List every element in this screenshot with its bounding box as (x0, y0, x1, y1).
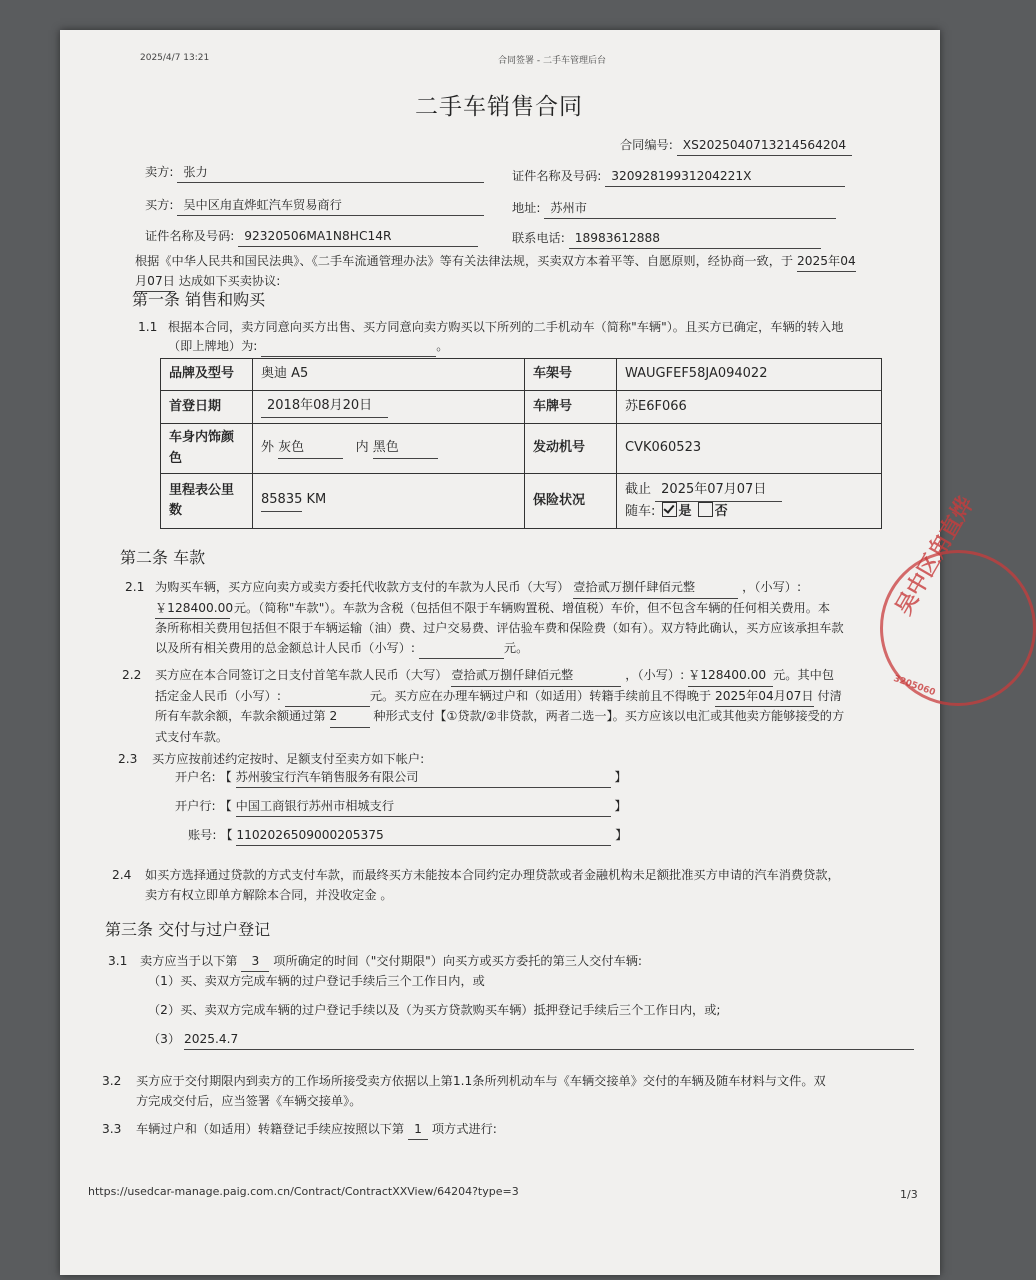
registration-place-blank (261, 337, 436, 357)
clause-3-3-text-a: 车辆过户和（如适用）转籍登记手续应按照以下第 (136, 1122, 405, 1136)
account-name-row (175, 768, 627, 788)
vin-label: 车架号 (525, 359, 617, 391)
clause-2-1-text-a: 为购买车辆，买方应向卖方或卖方委托代收款方支付的车款为人民币（大写） (155, 580, 570, 594)
intro-date-a: 2025年04 (797, 252, 856, 272)
delivery-option: 3 (241, 952, 269, 972)
delivery-option-3-row (148, 1030, 914, 1050)
first-payment-amount: ￥128400.00 (688, 666, 773, 687)
address-label: 地址: (512, 201, 541, 215)
mileage-value: 85835 (261, 490, 302, 511)
clause-3-3-text-b: 项方式进行: (431, 1122, 497, 1136)
insurance-cell (617, 474, 882, 529)
buyer-name: 吴中区甪直烨虹汽车贸易商行 (177, 196, 484, 216)
clause-2-2 (155, 666, 905, 747)
clause-2-2-number: 2.2 (122, 668, 142, 682)
plate-value: 苏E6F066 (617, 391, 882, 424)
vin-value: WAUGFEF58JA094022 (617, 359, 882, 391)
account-number-row (188, 826, 627, 846)
plate-label: 车牌号 (525, 391, 617, 424)
clause-2-2-text-b3: 付清 (817, 688, 842, 703)
clause-2-1 (155, 578, 895, 659)
transfer-option: 1 (408, 1120, 428, 1140)
first-registration-label: 首登日期 (161, 391, 253, 424)
phone-label: 联系电话: (512, 231, 565, 245)
insurance-date: 2025年07月07日 (655, 480, 782, 501)
payoff-date: 2025年04月07日 (715, 687, 814, 708)
article-3-title: 第三条 交付与过户登记 (105, 920, 271, 939)
clause-2-3-text: 买方应按前述约定按时、足额支付至卖方如下帐户: (152, 752, 425, 766)
vehicle-info-table (160, 358, 882, 529)
clause-1-1-text-1: 根据本合同，卖方同意向买方出售、买方同意向卖方购买以下所列的二手机动车（简称"车辆"）。且买方已确定，车辆的转入地 (168, 320, 844, 334)
bank-row (175, 797, 627, 817)
account-number-label: 账号: (188, 828, 217, 842)
bracket-left: 【 (219, 770, 232, 784)
clause-3-3 (136, 1120, 497, 1140)
total-amount-blank (419, 639, 504, 660)
checkbox-no[interactable] (698, 502, 713, 517)
buyer-id-row (145, 227, 478, 247)
clause-3-2-text-a: 买方应于交付期限内到卖方的工作场所接受卖方依据以上第1.1条所列机动车与《车辆交接单》交付的车辆及随车材料与文件。双 (136, 1074, 826, 1088)
engine-value: CVK060523 (617, 424, 882, 474)
clause-3-1-text-b: 项所确定的时间（"交付期限"）向买方或买方委托的第三人交付车辆: (273, 954, 643, 968)
clause-1-1 (168, 318, 888, 357)
clause-2-2-text-a: 买方应在本合同签订之日支付首笔车款人民币（大写） (155, 668, 448, 682)
clause-2-2-text-c: 所有车款余额，车款余额通过第 (155, 709, 326, 724)
delivery-option-2: （2）买、卖双方完成车辆的过户登记手续以及（为买方贷款购买车辆）抵押登记手续后三个工作日内，或; (148, 1003, 721, 1017)
buyer-id-label: 证件名称及号码: (145, 229, 235, 243)
bracket-right: 】 (614, 799, 627, 813)
clause-2-4-number: 2.4 (112, 868, 132, 882)
brand-label: 品牌及型号 (161, 359, 253, 391)
article-2-title: 第二条 车款 (120, 548, 206, 567)
seller-id-label: 证件名称及号码: (512, 169, 602, 183)
account-name-label: 开户名: (175, 770, 216, 784)
seller-label: 卖方: (145, 165, 174, 179)
clause-2-2-text-b: 括定金人民币（小写）: (155, 688, 281, 703)
checkbox-yes-checked[interactable] (662, 502, 677, 517)
inner-color-prefix: 内 (355, 439, 369, 455)
bracket-right: 】 (615, 828, 628, 842)
first-registration-value: 2018年08月20日 (261, 396, 388, 417)
engine-label: 发动机号 (525, 424, 617, 474)
intro-paragraph (135, 252, 915, 292)
clause-1-1-text-2: （即上牌地）为: (168, 338, 258, 353)
article-1-title: 第一条 销售和购买 (132, 290, 266, 309)
contract-title: 二手车销售合同 (415, 94, 583, 120)
deposit-blank (285, 687, 370, 708)
intro-text-2: 达成如下买卖协议: (178, 273, 281, 288)
price-in-words: 壹拾贰万捌仟肆佰元整 (573, 578, 738, 599)
clause-2-2-tail: 元。其中包 (773, 668, 835, 682)
outer-color-prefix: 外 (261, 439, 275, 455)
contract-number-label: 合同编号: (620, 138, 673, 152)
first-payment-lower-label: ，（小写）: (625, 668, 685, 682)
clause-2-1-text-b: 元。（简称"车款"）。车款为含税（包括但不限于车辆购置税、增值税）车价，但不包含车辆的任何相关费用。本 (233, 600, 831, 615)
page-number: 1/3 (900, 1188, 918, 1201)
mileage-cell (253, 474, 525, 529)
delivery-option-1: （1）买、卖双方完成车辆的过户登记手续后三个工作日内，或 (148, 974, 485, 988)
inner-color: 黑色 (373, 438, 438, 459)
first-payment-words: 壹拾贰万捌仟肆佰元整 (451, 666, 621, 687)
clause-3-3-number: 3.3 (102, 1122, 122, 1136)
option-yes: 是 (678, 503, 692, 519)
option-no: 否 (714, 503, 728, 519)
buyer-id: 92320506MA1N8HC14R (238, 227, 478, 247)
clause-3-2-number: 3.2 (102, 1074, 122, 1088)
seller-id-row (512, 167, 845, 187)
clause-2-4 (145, 866, 935, 905)
account-name: 苏州骏宝行汽车销售服务有限公司 (236, 768, 611, 788)
bracket-left: 【 (219, 799, 232, 813)
site-title: 合同签署 - 二手车管理后台 (498, 56, 606, 66)
clause-1-1-number: 1.1 (138, 320, 158, 334)
buyer-row (145, 196, 484, 216)
clause-3-2-text-b: 方完成交付后，应当签署《车辆交接单》。 (136, 1093, 362, 1108)
clause-3-2 (136, 1072, 936, 1111)
total-amount-unit: 元。 (503, 640, 529, 655)
clause-2-3-number: 2.3 (118, 752, 138, 766)
clause-3-1-number: 3.1 (108, 954, 128, 968)
bank-name: 中国工商银行苏州市相城支行 (236, 797, 611, 817)
intro-text-1: 根据《中华人民共和国民法典》、《二手车流通管理办法》等有关法律法规，买卖双方本着平等、自愿原则，经协商一致，于 (135, 254, 794, 268)
buyer-phone-row (512, 229, 821, 249)
clause-3-1 (140, 952, 642, 972)
intro-date-b: 月07日 (135, 272, 175, 292)
delivery-option-3: 2025.4.7 (184, 1030, 914, 1050)
color-label: 车身内饰颜色 (161, 424, 253, 474)
clause-2-2-text-c2: 种形式支付【①贷款/②非贷款，两者二选一】。买方应该以电汇或其他卖方能够接受的方 (373, 709, 845, 724)
clause-2-1-text-d: 以及所有相关费用的总金额总计人民币（小写）: (155, 640, 416, 655)
bracket-right: 】 (614, 770, 627, 784)
seal-text: 吴中区甪直烨 (891, 492, 980, 620)
seller-id: 32092819931204221X (605, 167, 845, 187)
brand-value: 奥迪 A5 (253, 359, 525, 391)
seller-name: 张力 (177, 163, 484, 183)
contract-number: XS2025040713214564204 (677, 136, 852, 156)
clause-3-1-text-a: 卖方应当于以下第 (140, 954, 238, 968)
clause-2-1-number: 2.1 (125, 580, 145, 594)
price-amount: ￥128400.00 (155, 599, 230, 620)
print-timestamp: 2025/4/7 13:21 (140, 53, 210, 63)
bracket-left: 【 (220, 828, 233, 842)
buyer-address-row (512, 199, 836, 219)
clause-2-4-text-b: 卖方有权立即单方解除本合同，并没收定金 。 (145, 887, 393, 902)
clause-2-2-text-d: 式支付车款。 (155, 729, 229, 744)
mileage-unit: KM (306, 492, 327, 508)
bank-label: 开户行: (175, 799, 216, 813)
with-car-label: 随车: (625, 503, 656, 519)
first-registration-cell (253, 391, 525, 424)
delivery-option-3-label: （3） (148, 1032, 181, 1046)
insurance-label: 保险状况 (525, 474, 617, 529)
buyer-phone: 18983612888 (569, 229, 821, 249)
seller-row (145, 163, 484, 183)
footer-url: https://usedcar-manage.paig.com.cn/Contract/ContractXXView/64204?type=3 (88, 1185, 519, 1198)
mileage-label: 里程表公里数 (161, 474, 253, 529)
contract-page (60, 30, 980, 1275)
price-lower-label: ，（小写）: (742, 580, 802, 594)
buyer-address: 苏州市 (544, 199, 836, 219)
payment-method: 2 (330, 707, 370, 728)
clause-2-2-text-b2: 元。买方应在办理车辆过户和（如适用）转籍手续前且不得晚于 (369, 688, 712, 703)
contract-number-row (620, 136, 852, 156)
account-number: 1102026509000205375 (236, 826, 611, 846)
clause-2-4-text-a: 如买方选择通过贷款的方式支付车款，而最终买方未能按本合同约定办理贷款或者金融机构未足额批准买方申请的汽车消费贷款， (145, 868, 840, 882)
outer-color: 灰色 (278, 438, 343, 459)
buyer-label: 买方: (145, 198, 174, 212)
color-cell (253, 424, 525, 474)
insurance-prefix: 截止 (625, 482, 652, 498)
clause-1-1-dot: 。 (436, 338, 449, 353)
clause-2-1-text-c: 条所称相关费用包括但不限于车辆运输（油）费、过户交易费、评估验车费和保险费（如有）。双方特此确认，买方应该承担车款 (155, 621, 844, 636)
seal-number: 3205060 (891, 673, 937, 699)
